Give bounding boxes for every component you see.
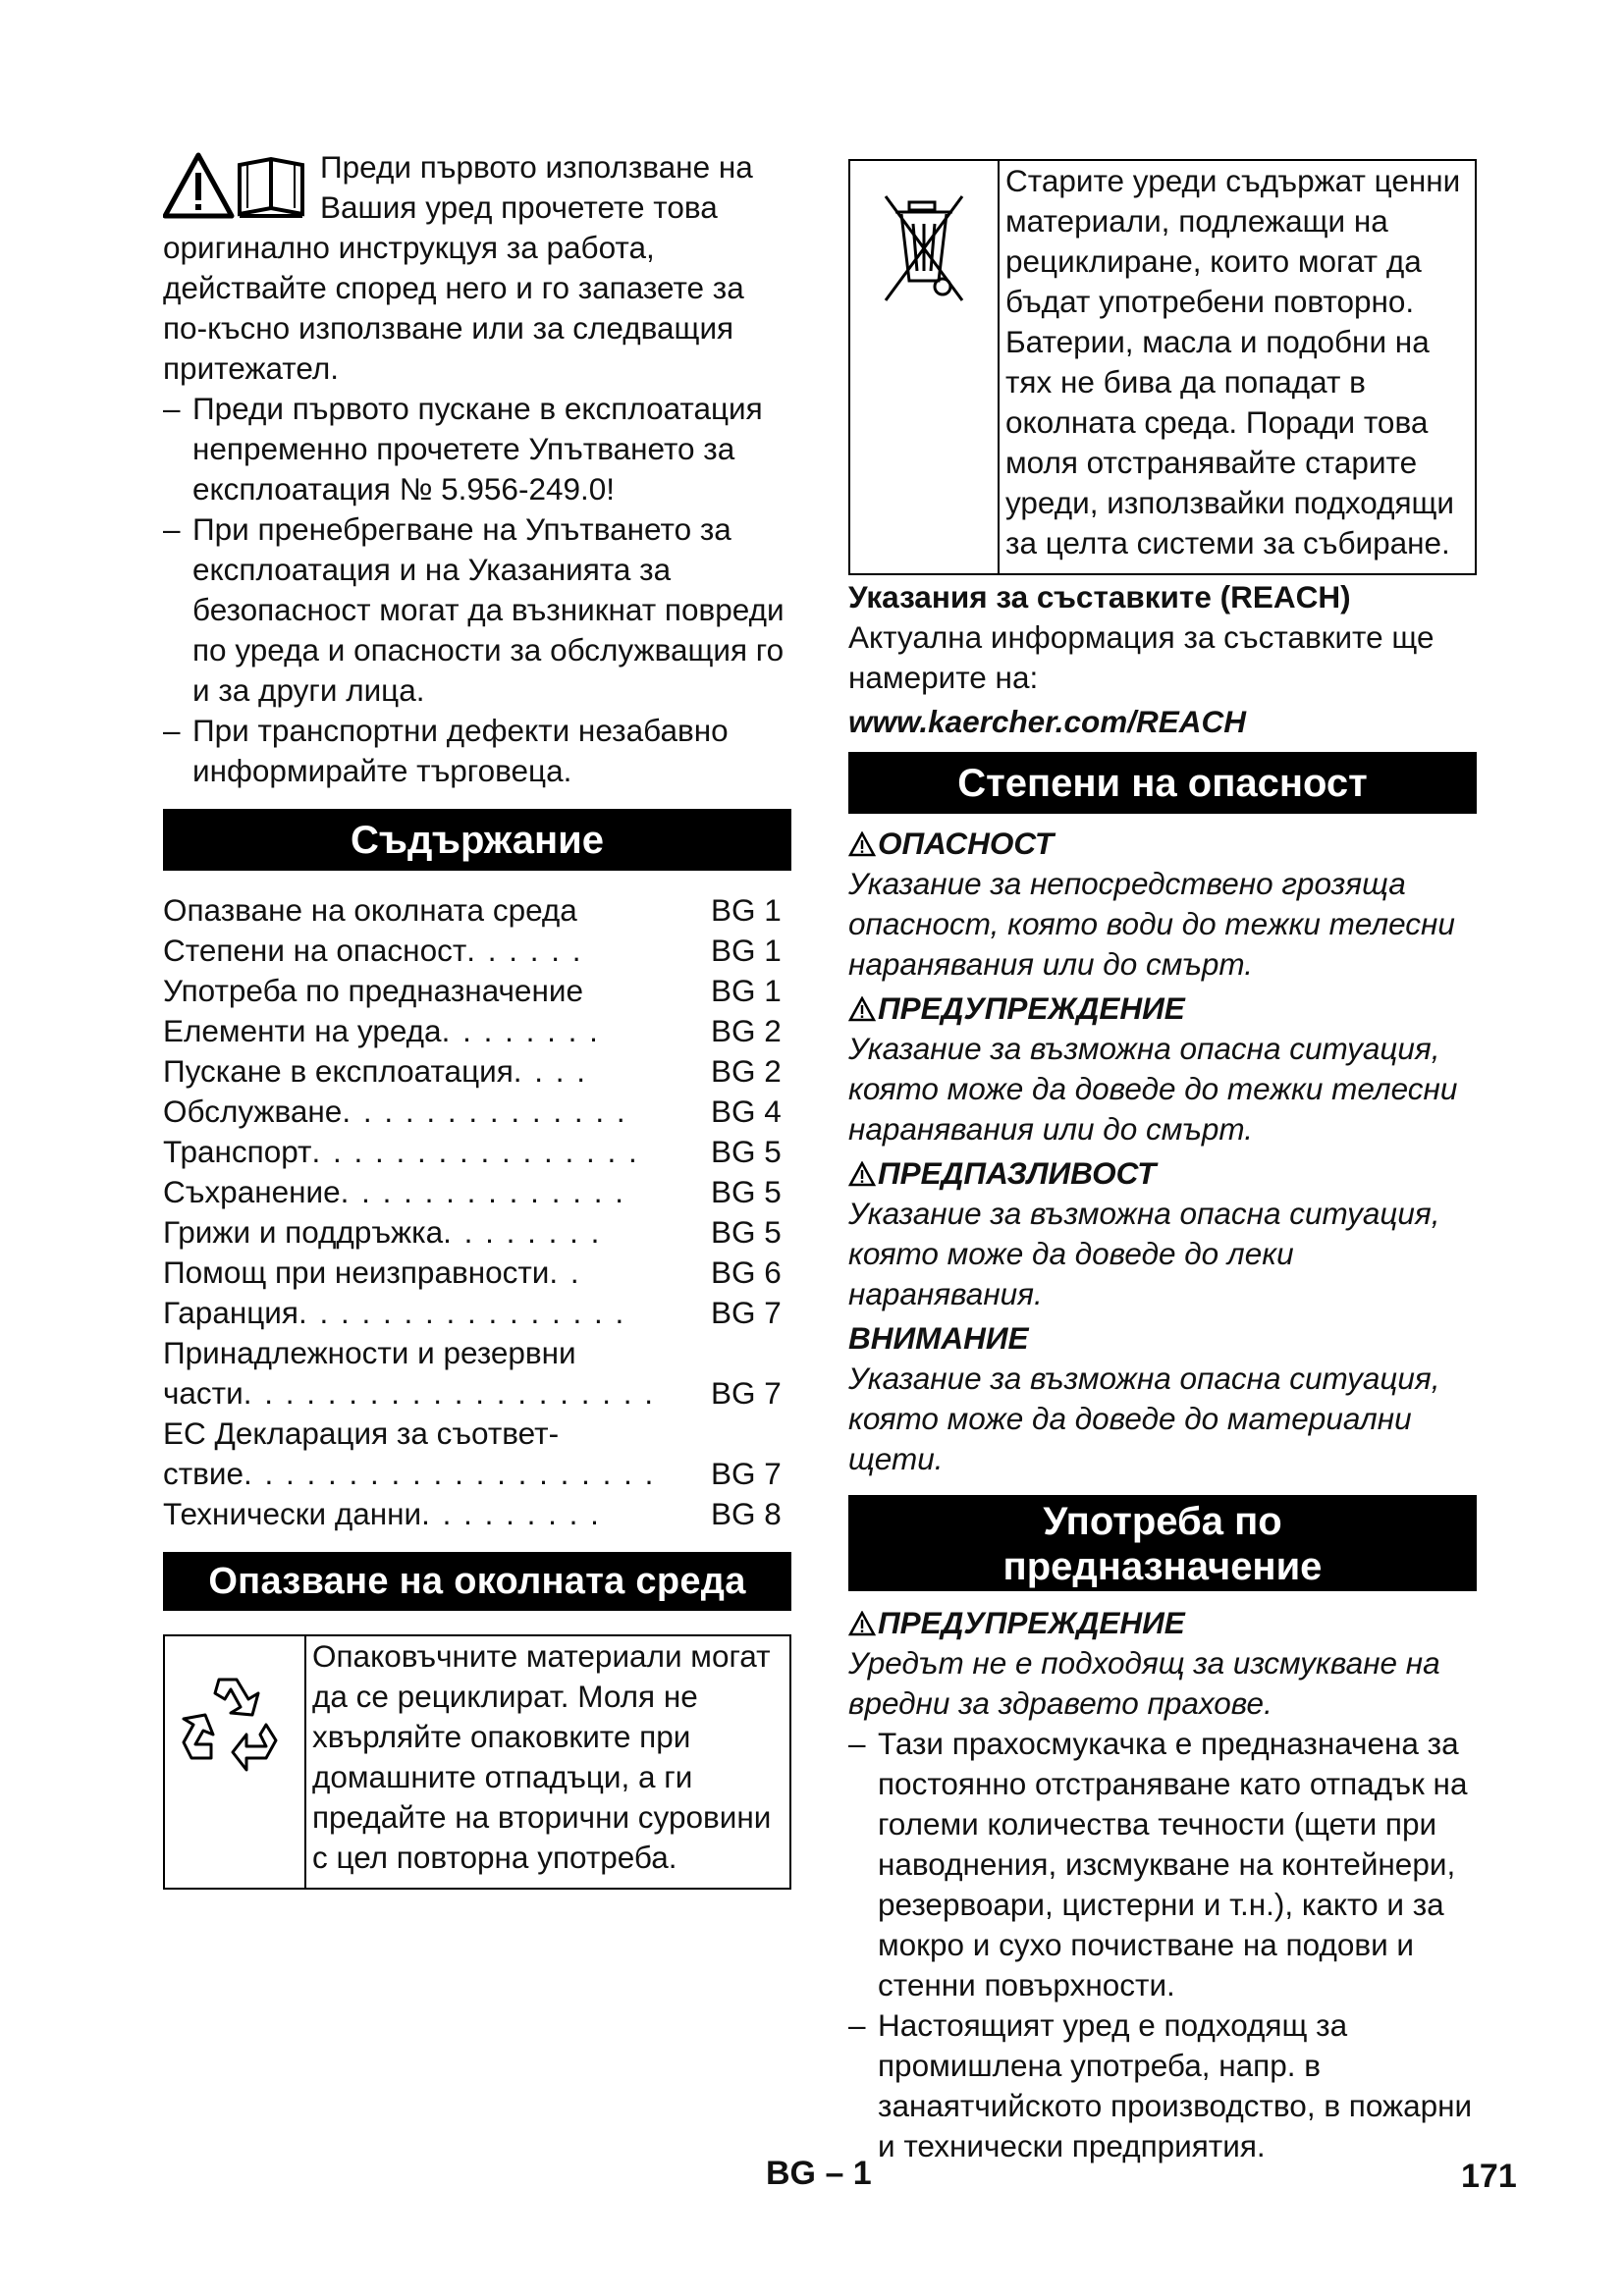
list-item: – При пренебрегване на Упътването за експлоатация и на Указанията за безопасност могат да възникнат повреди по уреда и опасности за обслужващия го и за други лица.	[163, 511, 785, 708]
hazard-level-danger	[848, 824, 1477, 985]
warning-triangle-icon	[848, 831, 876, 857]
hazard-heading: ВНИМАНИЕ	[848, 1320, 1029, 1356]
toc-entry[interactable]: Гаранция . . . . . . . . . . . . . . . . BG 7	[163, 1295, 782, 1330]
toc-entry[interactable]: ЕС Декларация за съответ- ствие . . . . . . . . . . . . . . . . . . . . BG 7	[163, 1415, 782, 1491]
hazard-level-caution	[848, 1153, 1477, 1314]
toc-entry[interactable]: Помощ при неизправности . . BG 6	[163, 1255, 782, 1290]
toc-entry[interactable]: Употреба по предназначение BG 1	[163, 973, 782, 1008]
toc-entry[interactable]: Грижи и поддръжка . . . . . . . . BG 5	[163, 1214, 782, 1250]
warning-triangle-icon	[165, 155, 232, 216]
intro-text: Преди първото използване на Вашия уред прочетете това оригинално инструкцуя за работа, действайте според него и го запазете за по-късно използване или за следващия притежател.	[163, 149, 753, 386]
warning-triangle-icon	[848, 996, 876, 1022]
hazard-text: Указание за възможна опасна ситуация, която може да доведе до материални щети.	[848, 1361, 1440, 1476]
right-column	[848, 159, 1477, 2166]
reach-link[interactable]: www.kaercher.com/REACH	[848, 704, 1246, 739]
reach-text: Актуална информация за съставките ще намерите на:	[848, 619, 1435, 695]
hazard-level-warning	[848, 988, 1477, 1149]
contents-header: Съдържание	[163, 809, 791, 871]
hazard-text: Указание за възможна опасна ситуация, която може да доведе до леки наранявания.	[848, 1196, 1440, 1311]
old-devices-text: Старите уреди съдържат ценни материали, подлежащи на рециклиране, които могат да бъдат употребени повторно. Батерии, масла и подобни на тях не бива да попадат в околната среда. Поради това моля отстранявайте старите уреди, използвайки подходящи за целта системи за събиране.	[1005, 163, 1461, 561]
manual-book-icon	[240, 159, 302, 216]
toc-entry[interactable]: Пускане в експлоатация . . . . BG 2	[163, 1053, 782, 1089]
intended-use-warning-text: Уредът не е подходящ за изсмукване на вредни за здравето прахове.	[848, 1645, 1440, 1721]
list-item: – Преди първото пускане в експлоатация непременно прочетете Упътването за експлоатация № 5.956-249.0!	[163, 391, 763, 507]
toc-entry[interactable]: Транспорт . . . . . . . . . . . . . . . . BG 5	[163, 1134, 782, 1169]
toc-entry[interactable]: Принадлежности и резервни части . . . . . . . . . . . . . . . . . . . . BG 7	[163, 1335, 782, 1411]
hazard-heading: ПРЕДУПРЕЖДЕНИЕ	[848, 988, 1477, 1029]
crossed-out-bin-icon	[880, 190, 968, 308]
packaging-box	[163, 1634, 791, 1890]
hazard-level-notice	[848, 1318, 1477, 1479]
warning-triangle-icon	[848, 1611, 876, 1636]
list-item: – Тази прахосмукачка е предназначена за постоянно отстраняване като отпадък на големи количества течности (щети при наводнения, изсмукване на контейнери, резервоари, цистерни и т.н.), както и за мокро и сухо почистване на подови и стенни повърхности.	[848, 1726, 1468, 2002]
environment-header: Опазване на околната среда	[163, 1552, 791, 1611]
hazard-text: Указание за непосредствено грозяща опасност, която води до тежки телесни наранявания или до смърт.	[848, 866, 1455, 982]
reach-heading: Указания за съставките (REACH)	[848, 579, 1351, 614]
table-of-contents	[163, 890, 791, 1534]
hazard-text: Указание за възможна опасна ситуация, която може да доведе до тежки телесни наранявания или до смърт.	[848, 1031, 1458, 1147]
toc-entry[interactable]: Обслужване . . . . . . . . . . . . . . BG 4	[163, 1094, 782, 1129]
recycle-icon	[176, 1664, 294, 1782]
toc-entry[interactable]: Съхранение . . . . . . . . . . . . . . BG 5	[163, 1174, 782, 1209]
recycle-icon-cell	[165, 1636, 306, 1888]
toc-entry[interactable]: Степени на опасност . . . . . . BG 1	[163, 933, 782, 968]
footer-page-number: 171	[1461, 2158, 1517, 2195]
warning-triangle-icon	[848, 1161, 876, 1187]
packaging-text: Опаковъчните материали могат да се рециклират. Моля не хвърляйте опаковките при домашните отпадъци, а ги предайте на вторични суровини с цел повторна употреба.	[312, 1638, 772, 1875]
intended-use-list	[848, 1724, 1477, 2166]
hazard-heading: ОПАСНОСТ	[848, 824, 1477, 864]
intro-icons	[163, 151, 308, 224]
list-item: – При транспортни дефекти незабавно информирайте търговеца.	[163, 713, 729, 788]
toc-entry[interactable]: Елементи на уреда . . . . . . . . BG 2	[163, 1013, 782, 1048]
toc-entry[interactable]: Технически данни . . . . . . . . . BG 8	[163, 1496, 782, 1531]
hazard-heading: ПРЕДПАЗЛИВОСТ	[848, 1153, 1477, 1194]
footer-section-label: BG – 1	[766, 2155, 872, 2192]
intended-use-warning-heading: ПРЕДУПРЕЖДЕНИЕ	[848, 1603, 1477, 1643]
intro-block	[163, 147, 791, 791]
hazard-levels-header: Степени на опасност	[848, 752, 1477, 814]
old-devices-box	[848, 159, 1477, 575]
weee-icon-cell	[850, 161, 1000, 573]
intended-use-header: Употреба по предназначение	[848, 1495, 1477, 1591]
list-item: – Настоящият уред е подходящ за промишлена употреба, напр. в занаятчийското производство, в пожарни и технически предприятия.	[848, 2007, 1473, 2163]
left-column	[163, 147, 791, 1890]
toc-entry[interactable]: Опазване на околната среда BG 1	[163, 892, 782, 928]
intro-list	[163, 389, 791, 791]
